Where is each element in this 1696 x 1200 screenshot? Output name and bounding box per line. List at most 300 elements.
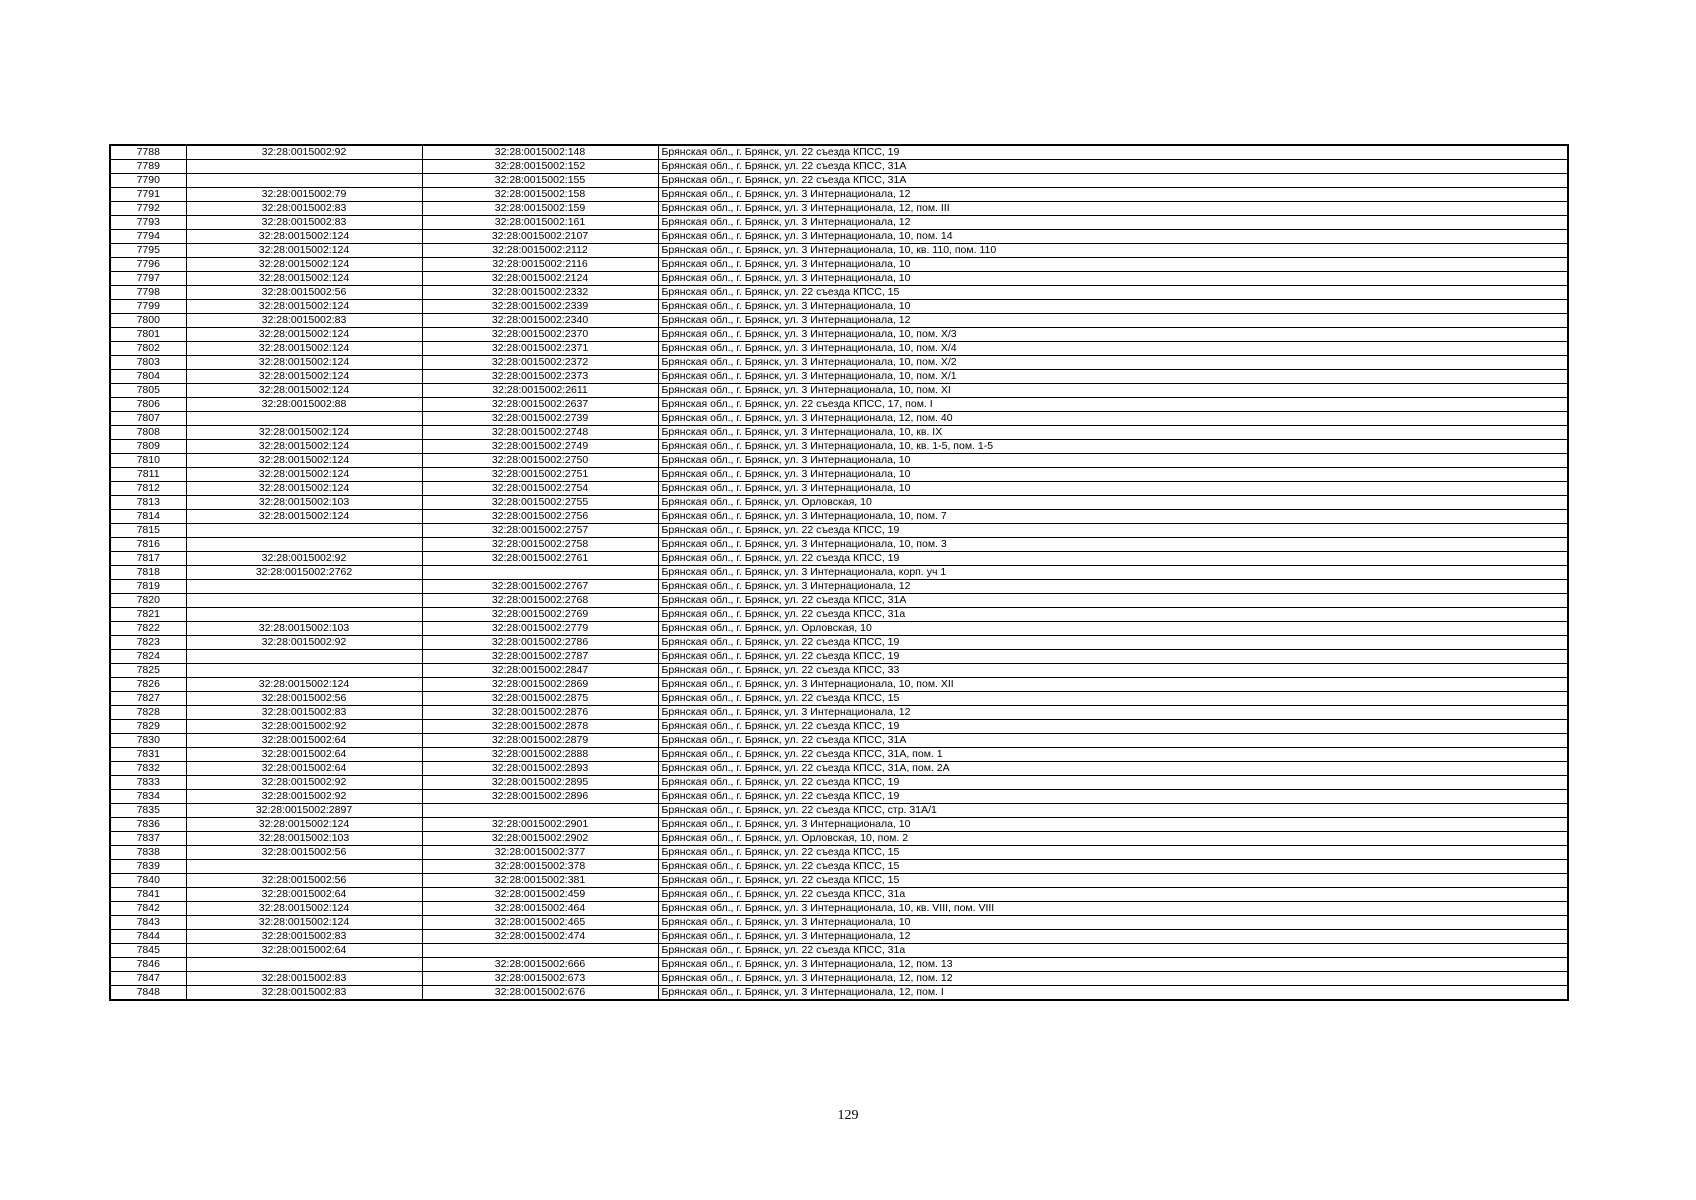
row-number-cell: 7817 (110, 552, 186, 566)
table-row (110, 244, 1568, 258)
parent-cadastral-number-cell: 32:28:0015002:103 (186, 622, 422, 636)
parent-cadastral-number-cell: 32:28:0015002:103 (186, 832, 422, 846)
parent-cadastral-number-cell (186, 580, 422, 594)
address-cell: Брянская обл., г. Брянск, ул. 3 Интернационала, 12, пом. III (658, 202, 1568, 216)
address-cell: Брянская обл., г. Брянск, ул. 3 Интернационала, 10, пом. XI (658, 384, 1568, 398)
parent-cadastral-number-cell: 32:28:0015002:124 (186, 468, 422, 482)
cadastral-number-cell: 32:28:0015002:2779 (422, 622, 658, 636)
row-number-cell: 7816 (110, 538, 186, 552)
address-cell: Брянская обл., г. Брянск, ул. 22 съезда КПСС, 19 (658, 636, 1568, 650)
address-cell: Брянская обл., г. Брянск, ул. Орловская, 10, пом. 2 (658, 832, 1568, 846)
address-cell: Брянская обл., г. Брянск, ул. 22 съезда КПСС, 19 (658, 790, 1568, 804)
address-cell: Брянская обл., г. Брянск, ул. 3 Интернационала, 12 (658, 188, 1568, 202)
row-number-cell: 7828 (110, 706, 186, 720)
address-cell: Брянская обл., г. Брянск, ул. 22 съезда КПСС, 31А, пом. 2А (658, 762, 1568, 776)
table-row (110, 986, 1568, 1001)
address-cell: Брянская обл., г. Брянск, ул. 3 Интернационала, 10, пом. X/4 (658, 342, 1568, 356)
row-number-cell: 7831 (110, 748, 186, 762)
parent-cadastral-number-cell (186, 650, 422, 664)
parent-cadastral-number-cell (186, 594, 422, 608)
parent-cadastral-number-cell: 32:28:0015002:124 (186, 426, 422, 440)
table-row (110, 832, 1568, 846)
address-cell: Брянская обл., г. Брянск, ул. 22 съезда КПСС, 15 (658, 874, 1568, 888)
row-number-cell: 7840 (110, 874, 186, 888)
parent-cadastral-number-cell: 32:28:0015002:2897 (186, 804, 422, 818)
row-number-cell: 7820 (110, 594, 186, 608)
row-number-cell: 7803 (110, 356, 186, 370)
address-cell: Брянская обл., г. Брянск, ул. 22 съезда КПСС, 31А (658, 174, 1568, 188)
table-row (110, 566, 1568, 580)
cadastral-number-cell: 32:28:0015002:2748 (422, 426, 658, 440)
parent-cadastral-number-cell: 32:28:0015002:83 (186, 314, 422, 328)
row-number-cell: 7841 (110, 888, 186, 902)
row-number-cell: 7793 (110, 216, 186, 230)
row-number-cell: 7846 (110, 958, 186, 972)
cadastral-number-cell (422, 566, 658, 580)
table-row (110, 664, 1568, 678)
parent-cadastral-number-cell: 32:28:0015002:124 (186, 440, 422, 454)
parent-cadastral-number-cell: 32:28:0015002:83 (186, 706, 422, 720)
cadastral-number-cell: 32:28:0015002:161 (422, 216, 658, 230)
cadastral-number-cell: 32:28:0015002:2756 (422, 510, 658, 524)
parent-cadastral-number-cell: 32:28:0015002:124 (186, 384, 422, 398)
parent-cadastral-number-cell: 32:28:0015002:124 (186, 510, 422, 524)
table-row (110, 524, 1568, 538)
parent-cadastral-number-cell: 32:28:0015002:124 (186, 300, 422, 314)
cadastral-number-cell: 32:28:0015002:2878 (422, 720, 658, 734)
table-row (110, 552, 1568, 566)
cadastral-number-cell: 32:28:0015002:2372 (422, 356, 658, 370)
address-cell: Брянская обл., г. Брянск, ул. 3 Интернационала, 10 (658, 300, 1568, 314)
cadastral-number-cell: 32:28:0015002:464 (422, 902, 658, 916)
parent-cadastral-number-cell: 32:28:0015002:56 (186, 692, 422, 706)
cadastral-number-cell: 32:28:0015002:2847 (422, 664, 658, 678)
parent-cadastral-number-cell (186, 160, 422, 174)
parent-cadastral-number-cell: 32:28:0015002:124 (186, 244, 422, 258)
table-row (110, 440, 1568, 454)
row-number-cell: 7838 (110, 846, 186, 860)
address-cell: Брянская обл., г. Брянск, ул. 3 Интернационала, 10, пом. 3 (658, 538, 1568, 552)
row-number-cell: 7822 (110, 622, 186, 636)
cadastral-number-cell: 32:28:0015002:474 (422, 930, 658, 944)
table-row (110, 454, 1568, 468)
table-row (110, 580, 1568, 594)
row-number-cell: 7809 (110, 440, 186, 454)
parent-cadastral-number-cell: 32:28:0015002:124 (186, 454, 422, 468)
row-number-cell: 7789 (110, 160, 186, 174)
table-row (110, 958, 1568, 972)
address-cell: Брянская обл., г. Брянск, ул. Орловская, 10 (658, 496, 1568, 510)
parent-cadastral-number-cell: 32:28:0015002:124 (186, 230, 422, 244)
cadastral-number-cell: 32:28:0015002:2767 (422, 580, 658, 594)
table-row (110, 426, 1568, 440)
cadastral-number-cell: 32:28:0015002:2768 (422, 594, 658, 608)
table-row (110, 888, 1568, 902)
table-row (110, 972, 1568, 986)
cadastral-number-cell: 32:28:0015002:2637 (422, 398, 658, 412)
cadastral-number-cell: 32:28:0015002:2116 (422, 258, 658, 272)
row-number-cell: 7829 (110, 720, 186, 734)
table-row (110, 384, 1568, 398)
row-number-cell: 7799 (110, 300, 186, 314)
parent-cadastral-number-cell (186, 174, 422, 188)
address-cell: Брянская обл., г. Брянск, ул. 22 съезда КПСС, 19 (658, 650, 1568, 664)
cadastral-number-cell: 32:28:0015002:2371 (422, 342, 658, 356)
table-row (110, 860, 1568, 874)
address-cell: Брянская обл., г. Брянск, ул. 3 Интернационала, 12 (658, 706, 1568, 720)
cadastral-number-cell: 32:28:0015002:2124 (422, 272, 658, 286)
cadastral-number-cell: 32:28:0015002:2896 (422, 790, 658, 804)
parent-cadastral-number-cell: 32:28:0015002:83 (186, 972, 422, 986)
parent-cadastral-number-cell: 32:28:0015002:92 (186, 145, 422, 160)
cadastral-number-cell: 32:28:0015002:666 (422, 958, 658, 972)
row-number-cell: 7845 (110, 944, 186, 958)
table-row (110, 944, 1568, 958)
table-row (110, 790, 1568, 804)
page-number: 129 (837, 1108, 859, 1123)
table-row (110, 160, 1568, 174)
cadastral-number-cell: 32:28:0015002:2757 (422, 524, 658, 538)
cadastral-number-cell (422, 804, 658, 818)
address-cell: Брянская обл., г. Брянск, ул. 22 съезда КПСС, 31А (658, 594, 1568, 608)
cadastral-number-cell: 32:28:0015002:2902 (422, 832, 658, 846)
cadastral-number-cell: 32:28:0015002:2786 (422, 636, 658, 650)
row-number-cell: 7824 (110, 650, 186, 664)
table-row (110, 258, 1568, 272)
address-cell: Брянская обл., г. Брянск, ул. 3 Интернационала, 12, пом. 12 (658, 972, 1568, 986)
address-cell: Брянская обл., г. Брянск, ул. 3 Интернационала, 12, пом. 13 (658, 958, 1568, 972)
address-cell: Брянская обл., г. Брянск, ул. 22 съезда КПСС, 31а (658, 888, 1568, 902)
table-row (110, 510, 1568, 524)
row-number-cell: 7802 (110, 342, 186, 356)
cadastral-number-cell: 32:28:0015002:2332 (422, 286, 658, 300)
parent-cadastral-number-cell (186, 524, 422, 538)
table-row (110, 748, 1568, 762)
address-cell: Брянская обл., г. Брянск, ул. 22 съезда КПСС, 19 (658, 776, 1568, 790)
parent-cadastral-number-cell: 32:28:0015002:56 (186, 846, 422, 860)
cadastral-number-cell: 32:28:0015002:2739 (422, 412, 658, 426)
table-row (110, 706, 1568, 720)
row-number-cell: 7847 (110, 972, 186, 986)
cadastral-number-cell: 32:28:0015002:2755 (422, 496, 658, 510)
parent-cadastral-number-cell: 32:28:0015002:124 (186, 902, 422, 916)
table-row (110, 356, 1568, 370)
parent-cadastral-number-cell: 32:28:0015002:64 (186, 748, 422, 762)
cadastral-number-cell: 32:28:0015002:2339 (422, 300, 658, 314)
cadastral-number-cell: 32:28:0015002:158 (422, 188, 658, 202)
row-number-cell: 7844 (110, 930, 186, 944)
row-number-cell: 7818 (110, 566, 186, 580)
parent-cadastral-number-cell: 32:28:0015002:83 (186, 216, 422, 230)
table-row (110, 594, 1568, 608)
row-number-cell: 7823 (110, 636, 186, 650)
address-cell: Брянская обл., г. Брянск, ул. 3 Интернационала, 10, пом. XII (658, 678, 1568, 692)
cadastral-number-cell: 32:28:0015002:2895 (422, 776, 658, 790)
cadastral-register-table (109, 144, 1569, 1001)
table-row (110, 202, 1568, 216)
parent-cadastral-number-cell: 32:28:0015002:92 (186, 636, 422, 650)
row-number-cell: 7805 (110, 384, 186, 398)
address-cell: Брянская обл., г. Брянск, ул. 3 Интернационала, 10 (658, 468, 1568, 482)
table-row (110, 328, 1568, 342)
address-cell: Брянская обл., г. Брянск, ул. 22 съезда КПСС, 31А, пом. 1 (658, 748, 1568, 762)
table-row (110, 650, 1568, 664)
parent-cadastral-number-cell: 32:28:0015002:103 (186, 496, 422, 510)
cadastral-number-cell: 32:28:0015002:152 (422, 160, 658, 174)
address-cell: Брянская обл., г. Брянск, ул. 3 Интернационала, 12 (658, 314, 1568, 328)
cadastral-number-cell: 32:28:0015002:2370 (422, 328, 658, 342)
cadastral-number-cell: 32:28:0015002:381 (422, 874, 658, 888)
address-cell: Брянская обл., г. Брянск, ул. 22 съезда КПСС, 15 (658, 286, 1568, 300)
table-row (110, 468, 1568, 482)
cadastral-number-cell (422, 944, 658, 958)
table-row (110, 538, 1568, 552)
table-row (110, 916, 1568, 930)
cadastral-number-cell: 32:28:0015002:2107 (422, 230, 658, 244)
table-row (110, 846, 1568, 860)
table-row (110, 314, 1568, 328)
table-row (110, 342, 1568, 356)
table-row (110, 818, 1568, 832)
row-number-cell: 7801 (110, 328, 186, 342)
row-number-cell: 7827 (110, 692, 186, 706)
table-row (110, 398, 1568, 412)
address-cell: Брянская обл., г. Брянск, ул. 3 Интернационала, 10, пом. X/3 (658, 328, 1568, 342)
parent-cadastral-number-cell: 32:28:0015002:124 (186, 342, 422, 356)
row-number-cell: 7836 (110, 818, 186, 832)
cadastral-number-cell: 32:28:0015002:2611 (422, 384, 658, 398)
address-cell: Брянская обл., г. Брянск, ул. 3 Интернационала, 10 (658, 818, 1568, 832)
table-row (110, 762, 1568, 776)
parent-cadastral-number-cell: 32:28:0015002:124 (186, 482, 422, 496)
cadastral-number-cell: 32:28:0015002:2373 (422, 370, 658, 384)
cadastral-number-cell: 32:28:0015002:2751 (422, 468, 658, 482)
row-number-cell: 7837 (110, 832, 186, 846)
parent-cadastral-number-cell: 32:28:0015002:124 (186, 356, 422, 370)
parent-cadastral-number-cell: 32:28:0015002:79 (186, 188, 422, 202)
address-cell: Брянская обл., г. Брянск, ул. 22 съезда КПСС, 19 (658, 552, 1568, 566)
address-cell: Брянская обл., г. Брянск, ул. 22 съезда КПСС, 19 (658, 145, 1568, 160)
cadastral-number-cell: 32:28:0015002:2758 (422, 538, 658, 552)
address-cell: Брянская обл., г. Брянск, ул. 3 Интернационала, 10, кв. IX (658, 426, 1568, 440)
cadastral-number-cell: 32:28:0015002:2888 (422, 748, 658, 762)
row-number-cell: 7792 (110, 202, 186, 216)
table-row (110, 482, 1568, 496)
table-row (110, 902, 1568, 916)
parent-cadastral-number-cell: 32:28:0015002:64 (186, 734, 422, 748)
row-number-cell: 7825 (110, 664, 186, 678)
address-cell: Брянская обл., г. Брянск, ул. 22 съезда КПСС, 31А (658, 734, 1568, 748)
table-row (110, 145, 1568, 160)
table-body (110, 145, 1568, 1000)
cadastral-number-cell: 32:28:0015002:148 (422, 145, 658, 160)
parent-cadastral-number-cell (186, 412, 422, 426)
address-cell: Брянская обл., г. Брянск, ул. 3 Интернационала, 12 (658, 216, 1568, 230)
parent-cadastral-number-cell: 32:28:0015002:64 (186, 944, 422, 958)
parent-cadastral-number-cell: 32:28:0015002:92 (186, 776, 422, 790)
address-cell: Брянская обл., г. Брянск, ул. 22 съезда КПСС, 17, пом. I (658, 398, 1568, 412)
address-cell: Брянская обл., г. Брянск, ул. 3 Интернационала, корп. уч 1 (658, 566, 1568, 580)
parent-cadastral-number-cell: 32:28:0015002:92 (186, 720, 422, 734)
row-number-cell: 7791 (110, 188, 186, 202)
address-cell: Брянская обл., г. Брянск, ул. 22 съезда КПСС, 15 (658, 846, 1568, 860)
address-cell: Брянская обл., г. Брянск, ул. 3 Интернационала, 12 (658, 930, 1568, 944)
row-number-cell: 7804 (110, 370, 186, 384)
address-cell: Брянская обл., г. Брянск, ул. 3 Интернационала, 12 (658, 580, 1568, 594)
row-number-cell: 7843 (110, 916, 186, 930)
address-cell: Брянская обл., г. Брянск, ул. 3 Интернационала, 10 (658, 454, 1568, 468)
table-row (110, 272, 1568, 286)
parent-cadastral-number-cell (186, 664, 422, 678)
parent-cadastral-number-cell: 32:28:0015002:64 (186, 762, 422, 776)
parent-cadastral-number-cell: 32:28:0015002:83 (186, 986, 422, 1001)
address-cell: Брянская обл., г. Брянск, ул. 22 съезда КПСС, 19 (658, 720, 1568, 734)
cadastral-number-cell: 32:28:0015002:2901 (422, 818, 658, 832)
parent-cadastral-number-cell: 32:28:0015002:124 (186, 678, 422, 692)
cadastral-number-cell: 32:28:0015002:2787 (422, 650, 658, 664)
table-row (110, 622, 1568, 636)
cadastral-number-cell: 32:28:0015002:2893 (422, 762, 658, 776)
table-row (110, 636, 1568, 650)
parent-cadastral-number-cell: 32:28:0015002:124 (186, 916, 422, 930)
row-number-cell: 7798 (110, 286, 186, 300)
parent-cadastral-number-cell: 32:28:0015002:124 (186, 328, 422, 342)
row-number-cell: 7810 (110, 454, 186, 468)
table-row (110, 874, 1568, 888)
address-cell: Брянская обл., г. Брянск, ул. 3 Интернационала, 10, кв. 1-5, пом. 1-5 (658, 440, 1568, 454)
row-number-cell: 7797 (110, 272, 186, 286)
address-cell: Брянская обл., г. Брянск, ул. 22 съезда КПСС, 15 (658, 692, 1568, 706)
table-row (110, 930, 1568, 944)
address-cell: Брянская обл., г. Брянск, ул. 22 съезда КПСС, 31а (658, 944, 1568, 958)
row-number-cell: 7790 (110, 174, 186, 188)
address-cell: Брянская обл., г. Брянск, ул. 3 Интернационала, 10, пом. 7 (658, 510, 1568, 524)
address-cell: Брянская обл., г. Брянск, ул. Орловская, 10 (658, 622, 1568, 636)
address-cell: Брянская обл., г. Брянск, ул. 22 съезда КПСС, 15 (658, 860, 1568, 874)
row-number-cell: 7794 (110, 230, 186, 244)
table-row (110, 412, 1568, 426)
table-row (110, 678, 1568, 692)
address-cell: Брянская обл., г. Брянск, ул. 3 Интернационала, 10 (658, 258, 1568, 272)
cadastral-number-cell: 32:28:0015002:2754 (422, 482, 658, 496)
row-number-cell: 7826 (110, 678, 186, 692)
row-number-cell: 7815 (110, 524, 186, 538)
address-cell: Брянская обл., г. Брянск, ул. 3 Интернационала, 12, пом. I (658, 986, 1568, 1001)
cadastral-number-cell: 32:28:0015002:2869 (422, 678, 658, 692)
table-row (110, 216, 1568, 230)
table-row (110, 230, 1568, 244)
address-cell: Брянская обл., г. Брянск, ул. 22 съезда КПСС, стр. 31А/1 (658, 804, 1568, 818)
parent-cadastral-number-cell: 32:28:0015002:56 (186, 286, 422, 300)
cadastral-number-cell: 32:28:0015002:2875 (422, 692, 658, 706)
address-cell: Брянская обл., г. Брянск, ул. 3 Интернационала, 10, пом. X/1 (658, 370, 1568, 384)
row-number-cell: 7813 (110, 496, 186, 510)
table-row (110, 370, 1568, 384)
cadastral-number-cell: 32:28:0015002:159 (422, 202, 658, 216)
cadastral-number-cell: 32:28:0015002:2112 (422, 244, 658, 258)
row-number-cell: 7835 (110, 804, 186, 818)
row-number-cell: 7819 (110, 580, 186, 594)
table-row (110, 804, 1568, 818)
row-number-cell: 7807 (110, 412, 186, 426)
cadastral-number-cell: 32:28:0015002:2879 (422, 734, 658, 748)
address-cell: Брянская обл., г. Брянск, ул. 22 съезда КПСС, 33 (658, 664, 1568, 678)
address-cell: Брянская обл., г. Брянск, ул. 3 Интернационала, 10, кв. VIII, пом. VIII (658, 902, 1568, 916)
parent-cadastral-number-cell: 32:28:0015002:56 (186, 874, 422, 888)
row-number-cell: 7832 (110, 762, 186, 776)
row-number-cell: 7830 (110, 734, 186, 748)
row-number-cell: 7834 (110, 790, 186, 804)
address-cell: Брянская обл., г. Брянск, ул. 3 Интернационала, 10 (658, 272, 1568, 286)
parent-cadastral-number-cell: 32:28:0015002:64 (186, 888, 422, 902)
row-number-cell: 7806 (110, 398, 186, 412)
parent-cadastral-number-cell: 32:28:0015002:83 (186, 202, 422, 216)
row-number-cell: 7796 (110, 258, 186, 272)
address-cell: Брянская обл., г. Брянск, ул. 3 Интернационала, 10 (658, 916, 1568, 930)
row-number-cell: 7808 (110, 426, 186, 440)
row-number-cell: 7833 (110, 776, 186, 790)
cadastral-number-cell: 32:28:0015002:459 (422, 888, 658, 902)
address-cell: Брянская обл., г. Брянск, ул. 3 Интернационала, 10, пом. X/2 (658, 356, 1568, 370)
parent-cadastral-number-cell: 32:28:0015002:92 (186, 790, 422, 804)
parent-cadastral-number-cell: 32:28:0015002:88 (186, 398, 422, 412)
address-cell: Брянская обл., г. Брянск, ул. 3 Интернационала, 10, кв. 110, пом. 110 (658, 244, 1568, 258)
address-cell: Брянская обл., г. Брянск, ул. 22 съезда КПСС, 31а (658, 608, 1568, 622)
parent-cadastral-number-cell (186, 608, 422, 622)
row-number-cell: 7848 (110, 986, 186, 1001)
address-cell: Брянская обл., г. Брянск, ул. 3 Интернационала, 10 (658, 482, 1568, 496)
address-cell: Брянская обл., г. Брянск, ул. 3 Интернационала, 12, пом. 40 (658, 412, 1568, 426)
cadastral-number-cell: 32:28:0015002:2750 (422, 454, 658, 468)
table-row (110, 188, 1568, 202)
parent-cadastral-number-cell: 32:28:0015002:83 (186, 930, 422, 944)
row-number-cell: 7800 (110, 314, 186, 328)
table-row (110, 174, 1568, 188)
table-row (110, 720, 1568, 734)
parent-cadastral-number-cell: 32:28:0015002:124 (186, 272, 422, 286)
cadastral-number-cell: 32:28:0015002:2761 (422, 552, 658, 566)
parent-cadastral-number-cell: 32:28:0015002:124 (186, 818, 422, 832)
table-row (110, 776, 1568, 790)
cadastral-number-cell: 32:28:0015002:2769 (422, 608, 658, 622)
cadastral-number-cell: 32:28:0015002:2876 (422, 706, 658, 720)
row-number-cell: 7839 (110, 860, 186, 874)
row-number-cell: 7788 (110, 145, 186, 160)
row-number-cell: 7795 (110, 244, 186, 258)
cadastral-number-cell: 32:28:0015002:673 (422, 972, 658, 986)
parent-cadastral-number-cell (186, 958, 422, 972)
parent-cadastral-number-cell: 32:28:0015002:92 (186, 552, 422, 566)
table-row (110, 692, 1568, 706)
address-cell: Брянская обл., г. Брянск, ул. 22 съезда КПСС, 19 (658, 524, 1568, 538)
cadastral-number-cell: 32:28:0015002:378 (422, 860, 658, 874)
table-row (110, 496, 1568, 510)
parent-cadastral-number-cell (186, 538, 422, 552)
cadastral-number-cell: 32:28:0015002:377 (422, 846, 658, 860)
address-cell: Брянская обл., г. Брянск, ул. 3 Интернационала, 10, пом. 14 (658, 230, 1568, 244)
parent-cadastral-number-cell: 32:28:0015002:124 (186, 258, 422, 272)
cadastral-number-cell: 32:28:0015002:2749 (422, 440, 658, 454)
cadastral-number-cell: 32:28:0015002:676 (422, 986, 658, 1001)
parent-cadastral-number-cell (186, 860, 422, 874)
table-row (110, 286, 1568, 300)
row-number-cell: 7821 (110, 608, 186, 622)
row-number-cell: 7814 (110, 510, 186, 524)
address-cell: Брянская обл., г. Брянск, ул. 22 съезда КПСС, 31А (658, 160, 1568, 174)
table-row (110, 734, 1568, 748)
cadastral-number-cell: 32:28:0015002:155 (422, 174, 658, 188)
cadastral-number-cell: 32:28:0015002:2340 (422, 314, 658, 328)
